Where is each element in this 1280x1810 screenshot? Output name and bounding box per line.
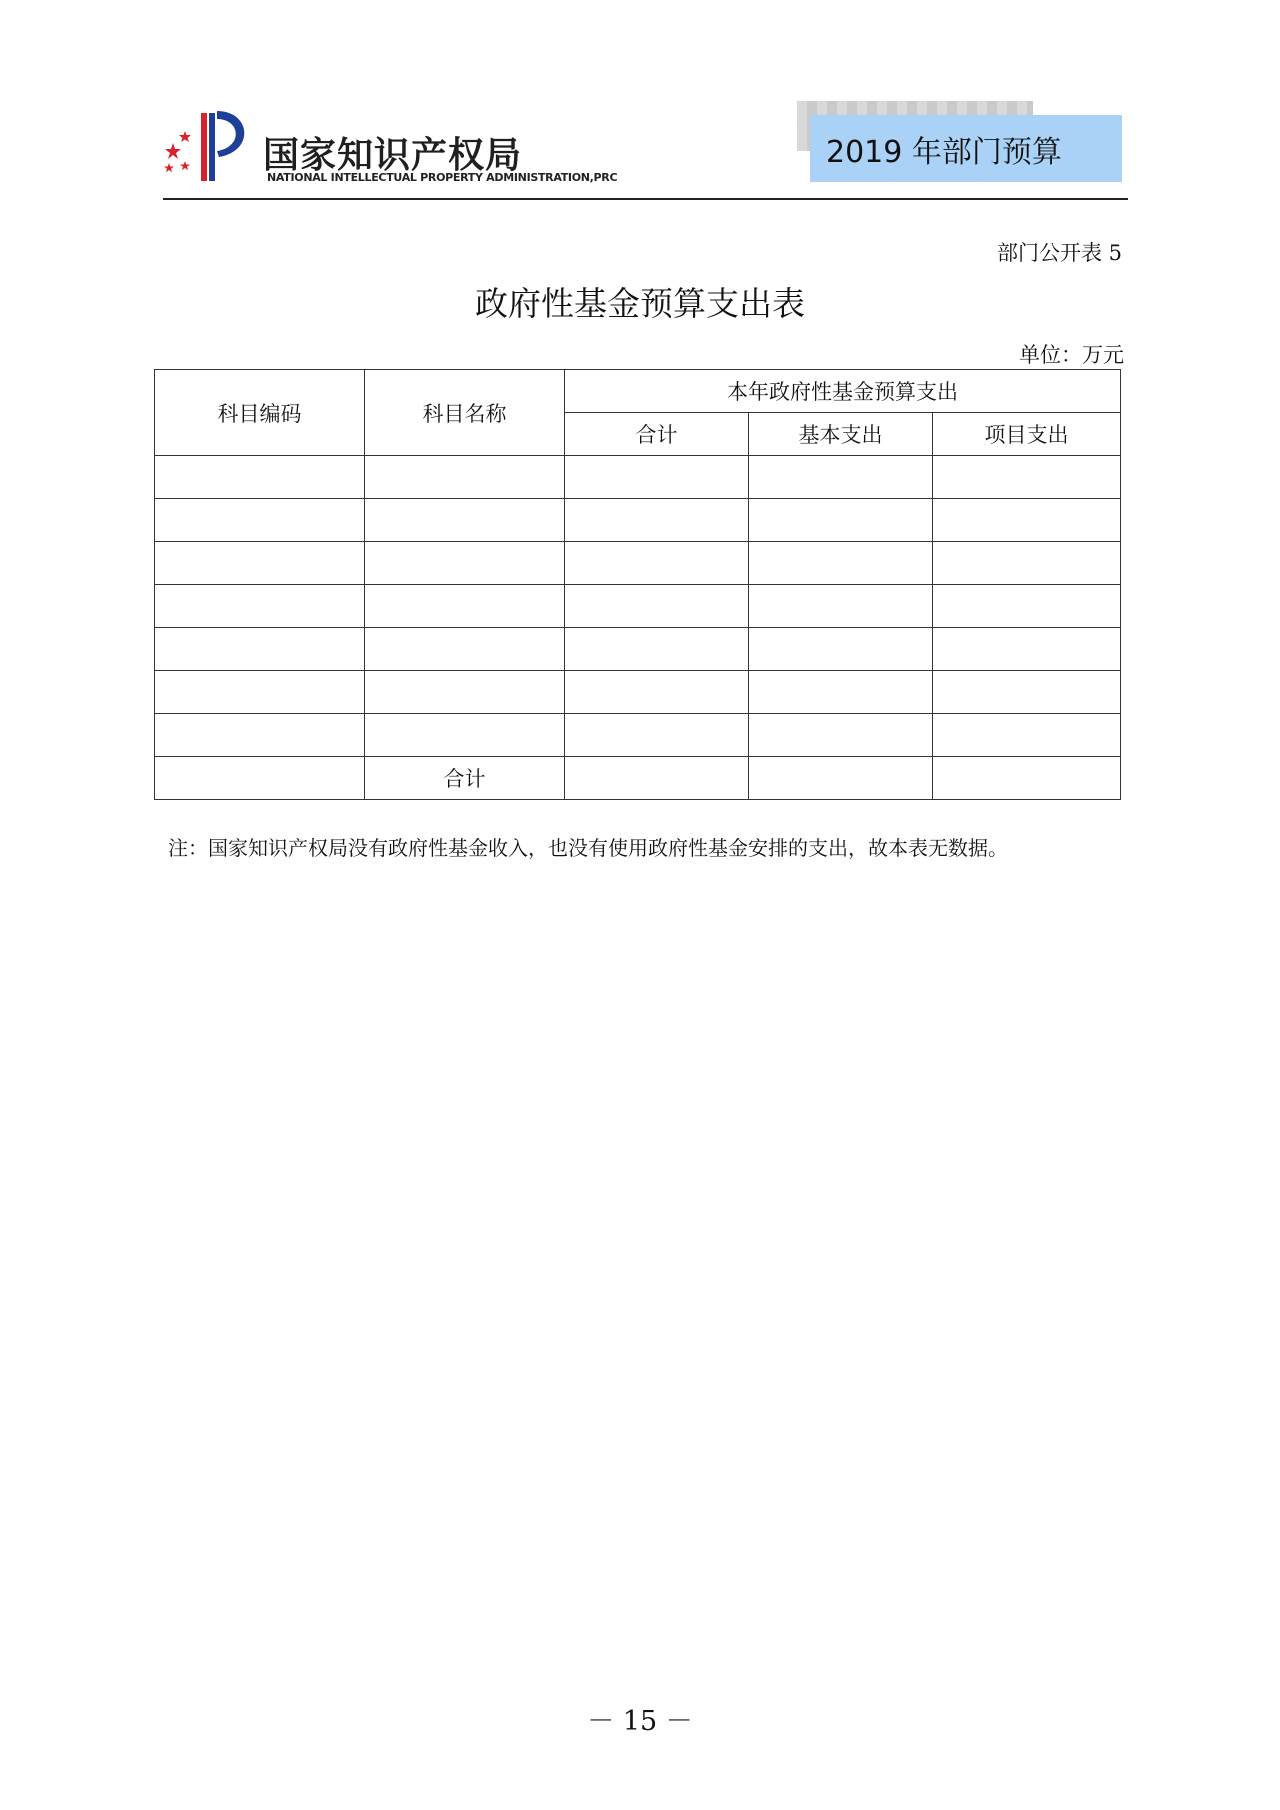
table-cell bbox=[155, 499, 365, 542]
table-cell bbox=[933, 671, 1121, 714]
table-number: 部门公开表 5 bbox=[996, 241, 1122, 265]
table-row bbox=[155, 628, 1121, 671]
table-cell bbox=[749, 542, 933, 585]
header-project-expenditure: 项目支出 bbox=[933, 413, 1121, 456]
table-cell bbox=[933, 542, 1121, 585]
table-note: 注：国家知识产权局没有政府性基金收入，也没有使用政府性基金安排的支出，故本表无数据。 bbox=[168, 836, 1008, 860]
table-cell bbox=[565, 714, 749, 757]
header-subject-code: 科目编码 bbox=[155, 370, 365, 456]
unit-label: 单位：万元 bbox=[1019, 343, 1124, 367]
table-row bbox=[155, 456, 1121, 499]
table-cell bbox=[933, 628, 1121, 671]
header-basic-expenditure: 基本支出 bbox=[749, 413, 933, 456]
table-cell bbox=[365, 542, 565, 585]
table-cell bbox=[749, 499, 933, 542]
table-cell bbox=[933, 757, 1121, 800]
table-cell bbox=[749, 585, 933, 628]
table-row bbox=[155, 714, 1121, 757]
page-title: 政府性基金预算支出表 bbox=[475, 284, 805, 323]
table-cell bbox=[155, 542, 365, 585]
table-cell bbox=[155, 671, 365, 714]
table-cell bbox=[565, 585, 749, 628]
table-cell bbox=[155, 456, 365, 499]
table-cell bbox=[365, 585, 565, 628]
table-cell bbox=[565, 456, 749, 499]
table-cell bbox=[933, 456, 1121, 499]
table-cell bbox=[749, 671, 933, 714]
header-subject-name: 科目名称 bbox=[365, 370, 565, 456]
table-cell bbox=[365, 456, 565, 499]
table-cell bbox=[933, 499, 1121, 542]
table-cell bbox=[155, 585, 365, 628]
table-cell bbox=[155, 757, 365, 800]
table-row bbox=[155, 671, 1121, 714]
table-cell bbox=[749, 628, 933, 671]
table-row bbox=[155, 542, 1121, 585]
total-label: 合计 bbox=[365, 757, 565, 800]
table-row bbox=[155, 499, 1121, 542]
budget-year-badge-text: 2019 年部门预算 bbox=[826, 134, 1062, 170]
table-cell bbox=[933, 714, 1121, 757]
header-group-expenditure: 本年政府性基金预算支出 bbox=[565, 370, 1121, 413]
budget-year-badge bbox=[810, 115, 1122, 182]
table-cell bbox=[565, 542, 749, 585]
table-cell bbox=[565, 671, 749, 714]
header-divider bbox=[163, 198, 1128, 200]
logo-english-text: NATIONAL INTELLECTUAL PROPERTY ADMINISTRATION,PRC bbox=[267, 171, 618, 184]
table-cell bbox=[365, 628, 565, 671]
table-cell bbox=[365, 714, 565, 757]
table-cell bbox=[155, 714, 365, 757]
table-total-row bbox=[155, 757, 1121, 800]
table-cell bbox=[565, 757, 749, 800]
table-cell bbox=[365, 499, 565, 542]
table-cell bbox=[749, 757, 933, 800]
logo-chinese-text: 国家知识产权局 bbox=[263, 135, 523, 176]
table-cell bbox=[365, 671, 565, 714]
table-cell bbox=[933, 585, 1121, 628]
table-row bbox=[155, 585, 1121, 628]
header-total: 合计 bbox=[565, 413, 749, 456]
agency-logo bbox=[163, 105, 618, 185]
agency-emblem-icon bbox=[163, 105, 259, 185]
page-number: － 15 － bbox=[587, 1706, 693, 1737]
table-cell bbox=[565, 499, 749, 542]
budget-table bbox=[154, 369, 1121, 800]
table-cell bbox=[155, 628, 365, 671]
table-cell bbox=[565, 628, 749, 671]
table-cell bbox=[749, 456, 933, 499]
table-cell bbox=[749, 714, 933, 757]
